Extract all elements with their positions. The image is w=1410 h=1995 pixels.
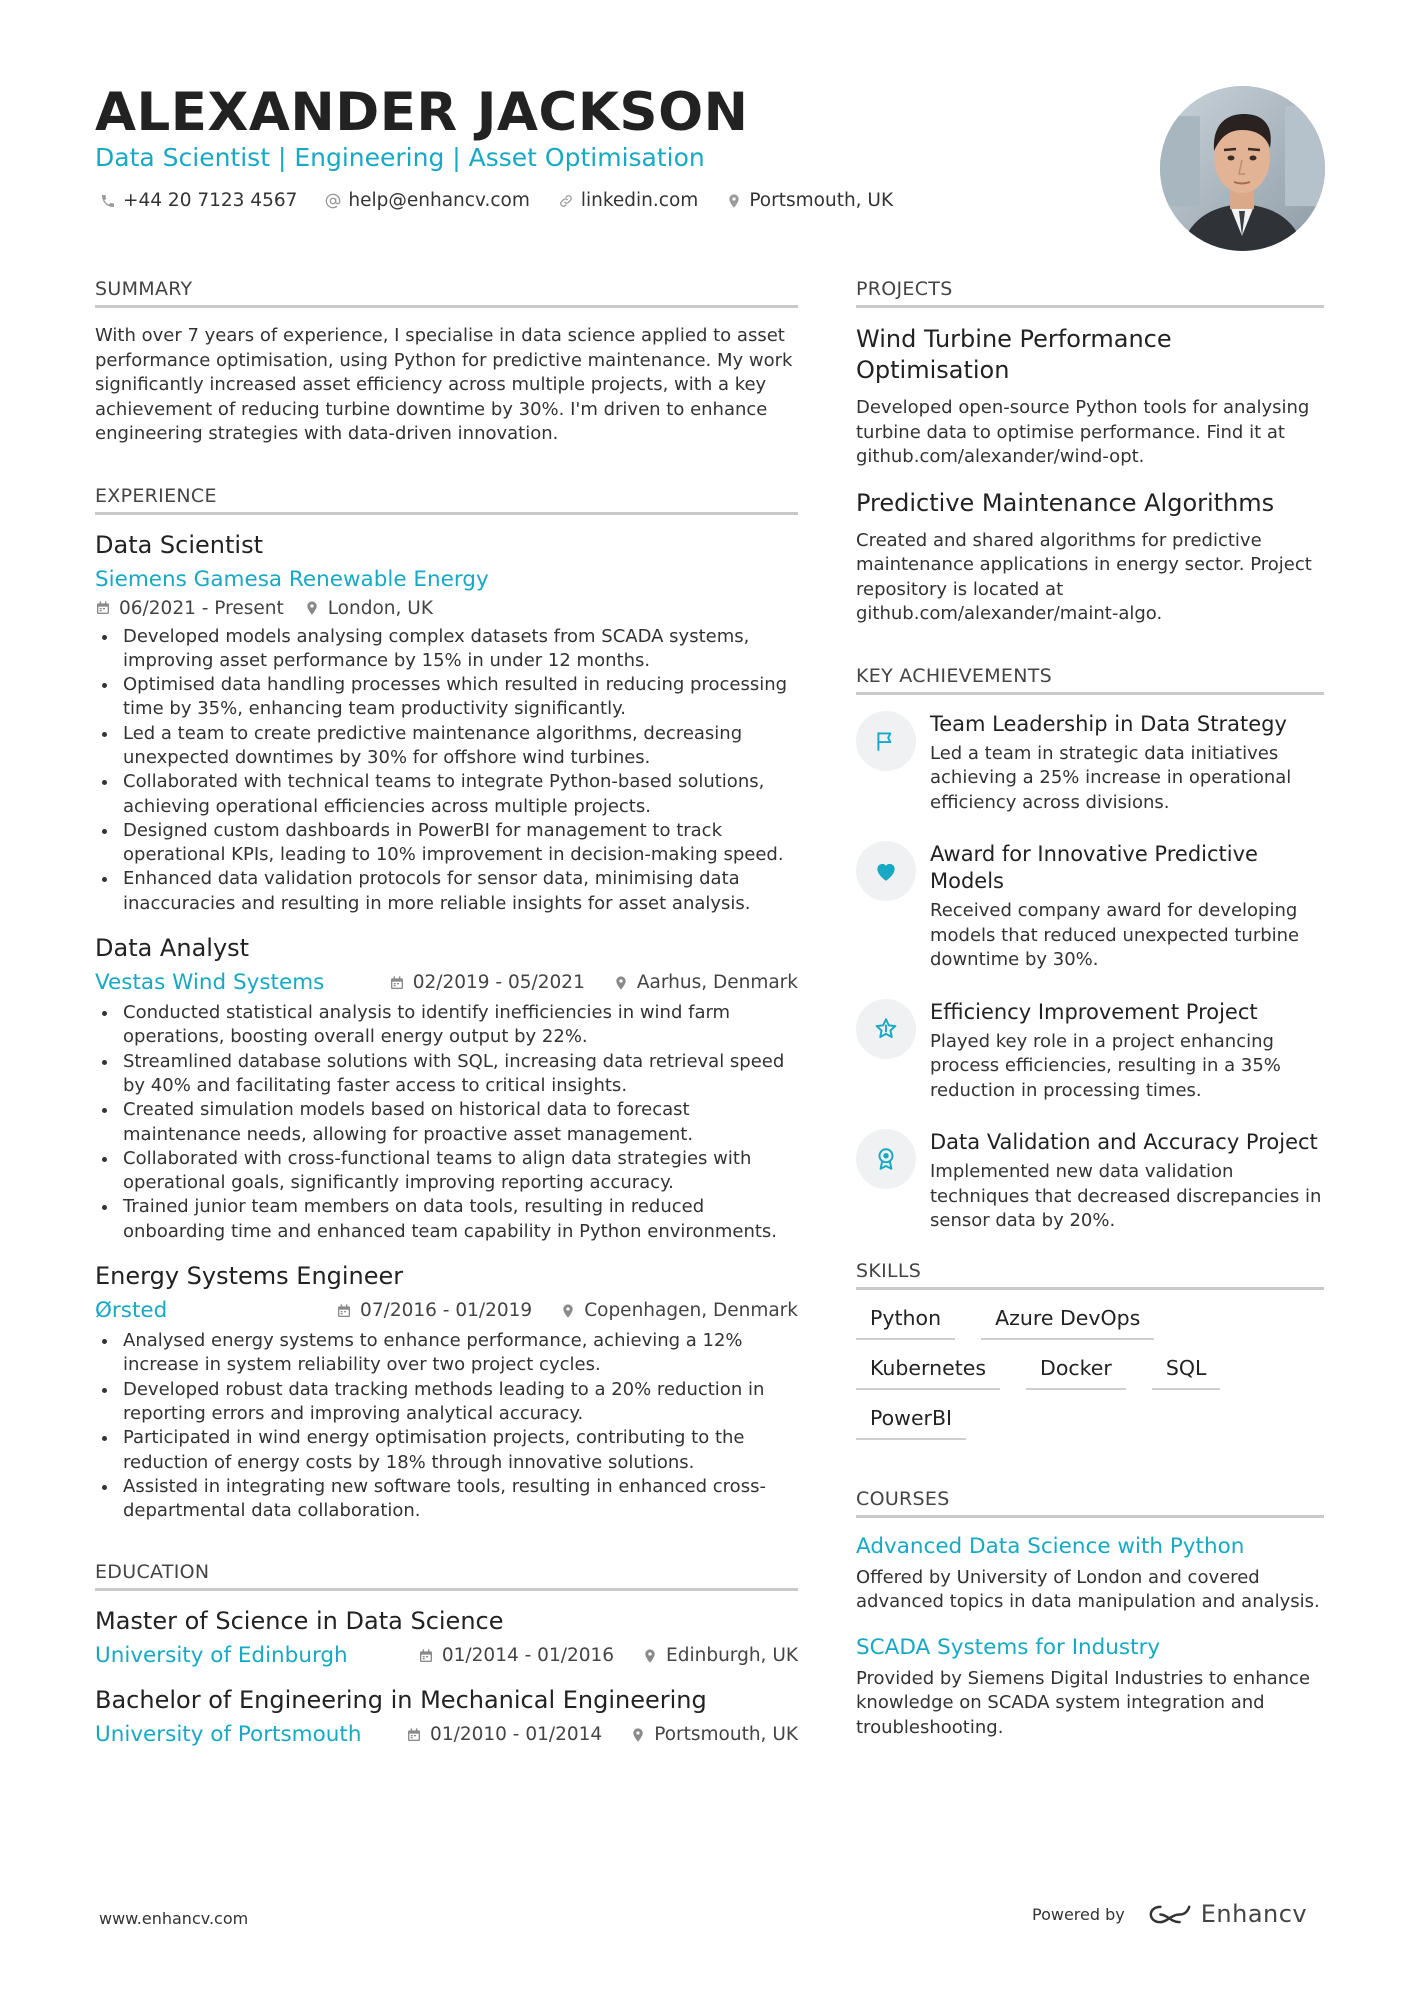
job-company: Vestas Wind Systems	[95, 970, 325, 996]
contact-email[interactable]	[325, 190, 529, 211]
job-meta-row	[95, 970, 798, 995]
education-school: University of Portsmouth	[95, 1722, 362, 1748]
course-entry	[856, 1534, 1324, 1615]
projects-heading: PROJECTS	[856, 278, 1324, 308]
award-icon	[873, 1146, 899, 1172]
job-bullet: Developed robust data tracking methods leading to a 20% reduction in reporting errors and improving analytical accuracy.	[95, 1378, 798, 1427]
candidate-name: ALEXANDER JACKSON	[95, 82, 749, 143]
job-location	[304, 598, 433, 619]
achievement-body	[930, 711, 1324, 816]
location-pin-icon	[304, 600, 320, 616]
achievement-icon-wrap	[856, 711, 916, 771]
summary-text: With over 7 years of experience, I specialise in data science applied to asset performance optimisation, using Python for predictive maintenance. My work significantly increased asset efficiency across multiple projects, with a key achievement of reducing turbine downtime by 30%. I'm driven to enhance engineering strategies with data-driven innovation.	[95, 325, 793, 444]
left-column	[95, 278, 798, 1753]
job-bullet: Developed models analysing complex datasets from SCADA systems, improving asset performance by 15% in under 12 months.	[95, 625, 798, 674]
contact-row	[100, 190, 893, 211]
job-entry	[95, 531, 798, 917]
achievement-title: Award for Innovative Predictive Models	[930, 842, 1258, 893]
job-bullet: Collaborated with technical teams to integrate Python-based solutions, achieving operational efficiencies across multiple projects.	[95, 770, 798, 819]
education-degree: Master of Science in Data Science	[95, 1607, 504, 1636]
job-bullet: Created simulation models based on historical data to forecast maintenance needs, allowing for proactive asset management.	[95, 1098, 798, 1147]
job-company: Siemens Gamesa Renewable Energy	[95, 566, 489, 592]
location-text: Portsmouth, UK	[749, 190, 894, 211]
location-pin-icon	[642, 1648, 658, 1664]
job-bullet: Led a team to create predictive maintenance algorithms, decreasing unexpected downtimes by 30% for offshore wind turbines.	[95, 722, 798, 771]
right-column	[856, 278, 1324, 1740]
education-heading: EDUCATION	[95, 1561, 798, 1591]
course-text: Offered by University of London and covered advanced topics in data manipulation and analysis.	[856, 1566, 1320, 1612]
courses-heading: COURSES	[856, 1488, 1324, 1518]
powered-by-label: Powered by	[1032, 1904, 1125, 1924]
footer-powered	[1032, 1900, 1307, 1928]
course-title: SCADA Systems for Industry	[856, 1634, 1161, 1660]
project-title: Predictive Maintenance Algorithms	[856, 488, 1275, 517]
job-bullet: Optimised data handling processes which resulted in reducing processing time by 35%, enhancing team productivity significantly.	[95, 673, 798, 722]
skill-tag: Kubernetes	[856, 1356, 1000, 1390]
job-bullet: Enhanced data validation protocols for sensor data, minimising data inaccuracies and resulting in more reliable insights for asset analysis.	[95, 867, 798, 916]
location-pin-icon	[630, 1727, 646, 1743]
job-role: Energy Systems Engineer	[95, 1262, 404, 1291]
education-dates	[406, 1724, 602, 1745]
job-location	[613, 972, 798, 993]
job-entry	[95, 1262, 798, 1523]
achievement-body	[930, 1129, 1324, 1234]
summary-section	[95, 278, 798, 447]
job-dates-text: 06/2021 - Present	[119, 597, 284, 619]
achievement-body	[930, 841, 1324, 973]
experience-section	[95, 485, 798, 1524]
achievement-text: Implemented new data validation techniques that decreased discrepancies in sensor data by 20%.	[930, 1161, 1322, 1231]
skill-tag: PowerBI	[856, 1406, 966, 1440]
calendar-icon	[95, 600, 111, 616]
job-location-text: London, UK	[327, 597, 433, 619]
projects-section	[856, 278, 1324, 627]
job-bullet: Conducted statistical analysis to identify inefficiencies in wind farm operations, boosting overall energy output by 22%.	[95, 1001, 798, 1050]
education-location	[642, 1645, 798, 1666]
job-company-row	[95, 567, 798, 592]
achievement-body	[930, 999, 1324, 1104]
at-icon	[325, 193, 341, 209]
course-entry	[856, 1635, 1324, 1741]
job-bullet: Designed custom dashboards in PowerBI for management to track operational KPIs, leading to 10% improvement in decision-making speed.	[95, 819, 798, 868]
education-dates-text: 01/2010 - 01/2014	[430, 1724, 603, 1746]
job-company: Ørsted	[95, 1298, 168, 1324]
project-text: Developed open-source Python tools for analysing turbine data to optimise performance. Find it at github.com/alexander/wind-opt.	[856, 397, 1310, 467]
phone-text: +44 20 7123 4567	[123, 190, 298, 211]
project-entry	[856, 324, 1324, 470]
education-dates	[418, 1645, 614, 1666]
skills-list	[856, 1306, 1324, 1440]
education-meta-row	[95, 1643, 798, 1668]
footer-website[interactable]: www.enhancv.com	[99, 1909, 249, 1928]
profile-photo	[1160, 86, 1325, 251]
education-degree: Bachelor of Engineering in Mechanical Engineering	[95, 1686, 707, 1715]
project-text: Created and shared algorithms for predictive maintenance applications in energy sector. Project repository is located at github.com/alexander/maint-algo.	[856, 529, 1312, 624]
skill-tag: Azure DevOps	[981, 1306, 1154, 1340]
achievements-section	[856, 665, 1324, 1234]
course-text: Provided by Siemens Digital Industries to enhance knowledge on SCADA system integration and troubleshooting.	[856, 1667, 1311, 1738]
star-icon	[873, 1016, 899, 1042]
achievement-title: Data Validation and Accuracy Project	[930, 1130, 1318, 1154]
calendar-icon	[406, 1727, 422, 1743]
education-location-text: Portsmouth, UK	[654, 1724, 798, 1746]
enhancv-logo[interactable]	[1147, 1900, 1307, 1928]
course-title: Advanced Data Science with Python	[856, 1533, 1245, 1559]
job-bullets	[95, 1329, 798, 1523]
achievement-entry	[856, 711, 1324, 816]
education-section	[95, 1561, 798, 1747]
calendar-icon	[336, 1303, 352, 1319]
linkedin-text: linkedin.com	[580, 190, 699, 211]
project-entry	[856, 488, 1324, 627]
achievement-text: Led a team in strategic data initiatives achieving a 25% increase in operational efficiency across divisions.	[930, 742, 1292, 813]
email-text: help@enhancv.com	[348, 190, 530, 211]
achievement-icon-wrap	[856, 1129, 916, 1189]
calendar-icon	[389, 975, 405, 991]
skills-heading: SKILLS	[856, 1260, 1324, 1290]
education-entry	[95, 1607, 798, 1668]
job-dates	[389, 972, 585, 993]
job-bullet: Collaborated with cross-functional teams to align data strategies with operational goals, significantly improving reporting accuracy.	[95, 1147, 798, 1196]
job-bullet: Participated in wind energy optimisation projects, contributing to the reduction of energy costs by 18% through innovative solutions.	[95, 1426, 798, 1475]
skills-section	[856, 1260, 1324, 1440]
link-icon	[558, 193, 574, 209]
location-pin-icon	[726, 193, 742, 209]
job-meta-row	[95, 1298, 798, 1323]
job-role: Data Analyst	[95, 934, 250, 963]
achievement-entry	[856, 841, 1324, 973]
job-dates	[95, 598, 284, 619]
achievement-text: Played key role in a project enhancing process efficiencies, resulting in a 35% reduction in processing times.	[930, 1030, 1281, 1101]
skill-tag: Python	[856, 1306, 955, 1340]
job-location-text: Aarhus, Denmark	[636, 972, 798, 994]
job-bullet: Trained junior team members on data tools, resulting in reduced onboarding time and enhanced team capability in Python environments.	[95, 1195, 798, 1244]
education-entry	[95, 1686, 798, 1747]
profile-portrait	[1160, 86, 1325, 251]
job-dates	[336, 1300, 532, 1321]
job-role: Data Scientist	[95, 530, 263, 559]
job-bullet: Streamlined database solutions with SQL, increasing data retrieval speed by 40% and facilitating faster access to critical insights.	[95, 1050, 798, 1099]
job-bullet: Analysed energy systems to enhance performance, achieving a 12% increase in system reliability over two project cycles.	[95, 1329, 798, 1378]
phone-icon	[100, 193, 116, 209]
job-entry	[95, 934, 798, 1244]
calendar-icon	[418, 1648, 434, 1664]
flag-icon	[873, 728, 899, 754]
enhancv-logo-text: Enhancv	[1200, 1900, 1308, 1928]
education-location-text: Edinburgh, UK	[666, 1645, 798, 1667]
contact-phone	[100, 190, 297, 211]
achievements-heading: KEY ACHIEVEMENTS	[856, 665, 1324, 695]
job-location	[560, 1300, 798, 1321]
achievement-text: Received company award for developing models that reduced unexpected turbine downtime by 30%.	[930, 900, 1300, 970]
contact-linkedin[interactable]	[558, 190, 698, 211]
job-meta-row	[95, 598, 798, 619]
achievement-entry	[856, 999, 1324, 1104]
enhancv-logo-icon	[1147, 1903, 1193, 1926]
candidate-headline: Data Scientist | Engineering | Asset Optimisation	[95, 143, 705, 172]
job-location-text: Copenhagen, Denmark	[584, 1300, 798, 1322]
project-title: Wind Turbine Performance Optimisation	[856, 325, 1172, 384]
achievement-icon-wrap	[856, 841, 916, 901]
skill-tag: Docker	[1026, 1356, 1126, 1390]
job-dates-text: 02/2019 - 05/2021	[412, 972, 585, 994]
education-meta-row	[95, 1722, 798, 1747]
job-bullets	[95, 1001, 798, 1244]
job-bullets	[95, 625, 798, 917]
job-bullet: Assisted in integrating new software tools, resulting in enhanced cross-departmental data collaboration.	[95, 1475, 798, 1524]
education-school: University of Edinburgh	[95, 1643, 348, 1669]
education-location	[630, 1724, 798, 1745]
achievement-icon-wrap	[856, 999, 916, 1059]
location-pin-icon	[560, 1303, 576, 1319]
location-pin-icon	[613, 975, 629, 991]
job-dates-text: 07/2016 - 01/2019	[360, 1300, 533, 1322]
experience-heading: EXPERIENCE	[95, 485, 798, 515]
contact-location	[726, 190, 893, 211]
achievement-title: Efficiency Improvement Project	[930, 999, 1258, 1024]
skill-tag: SQL	[1152, 1356, 1221, 1390]
achievement-entry	[856, 1129, 1324, 1234]
courses-section	[856, 1488, 1324, 1741]
summary-heading: SUMMARY	[95, 278, 798, 308]
education-dates-text: 01/2014 - 01/2016	[441, 1645, 615, 1667]
heart-icon	[873, 858, 899, 884]
achievement-title: Team Leadership in Data Strategy	[930, 711, 1287, 736]
